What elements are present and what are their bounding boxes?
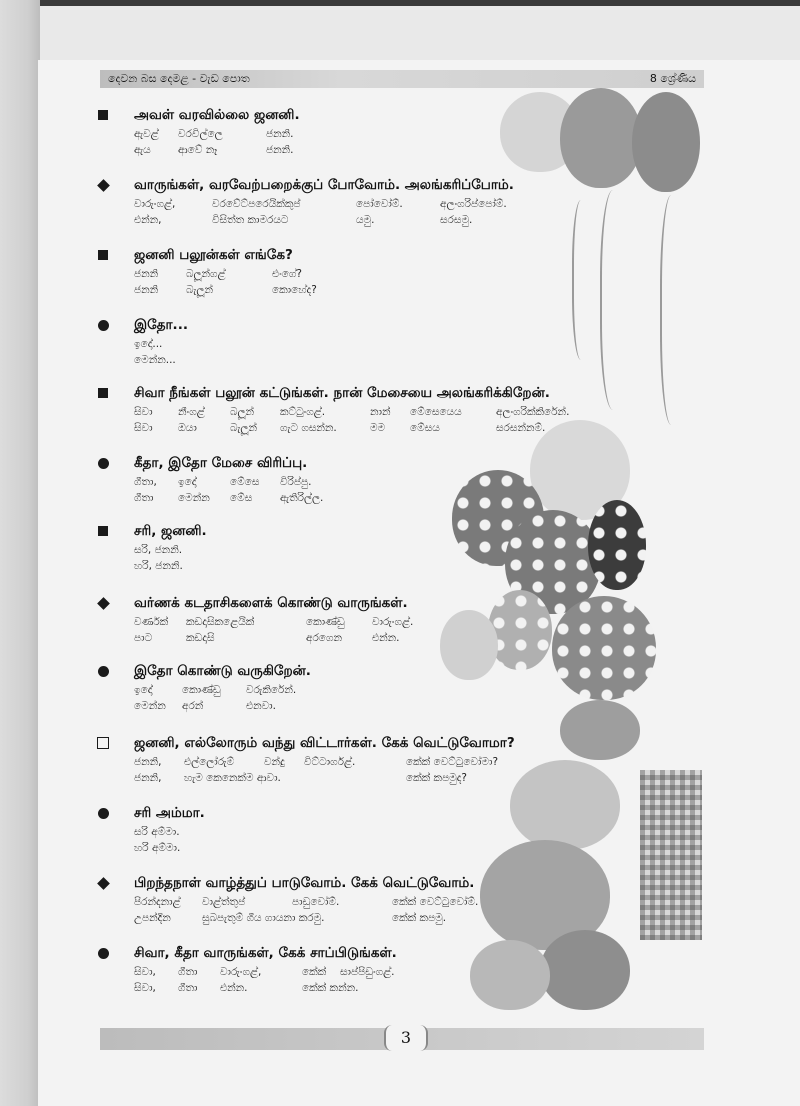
word: පෝවෝම්. (356, 198, 403, 210)
word: ඉදෝ... (134, 338, 163, 350)
transliteration-row (134, 267, 634, 282)
word: සරසන්නම්. (496, 422, 546, 434)
word: මේසෙ (230, 476, 260, 488)
page-header (100, 70, 704, 88)
word: ආවේ නෑ (178, 144, 218, 156)
word: ජනනි, (134, 772, 162, 784)
word: කඩදාසිකළෙයික් (186, 616, 255, 628)
tamil-sentence: ஜனனி, எல்லோரும் வந்து விட்டார்கள். கேக் வெட்டுவோமா? (134, 735, 515, 751)
circle-bullet-icon (96, 456, 110, 470)
sinhala-translation-row (134, 353, 634, 368)
sinhala-translation-row (134, 771, 634, 786)
word: ජනනි (134, 284, 159, 296)
word: ගීතා (178, 982, 198, 994)
transliteration-row (134, 615, 634, 630)
circle-bullet-icon (96, 664, 110, 678)
circle-bullet-icon (96, 318, 110, 332)
word: විරිප්පු. (280, 476, 312, 488)
word: සරි, ජනනි. (134, 544, 183, 556)
sinhala-translation-row (134, 491, 634, 506)
sinhala-translation-row (134, 143, 634, 158)
circle-bullet-icon (96, 806, 110, 820)
sinhala-translation-row (134, 631, 634, 646)
word: මේස (230, 492, 253, 504)
square-bullet-icon (96, 248, 110, 262)
word: මෙන්න... (134, 354, 176, 366)
word: අලංගරිප්පෝම්. (440, 198, 507, 210)
word: වරවිල්ලෙ (178, 128, 223, 140)
word: කේක් කපමුද? (406, 772, 467, 784)
tamil-sentence: இதோ... (134, 317, 188, 333)
transliteration-row (134, 825, 634, 840)
word: අරන් (182, 700, 204, 712)
transliteration-row (134, 543, 634, 558)
word: හැම කෙනෙක්ම ආවා. (184, 772, 281, 784)
word: ගීතා (178, 966, 198, 978)
word: කේක් වෙට්ටුවෝමා? (406, 756, 499, 768)
word: එන්න. (372, 632, 400, 644)
word: පාඩුවෝම්. (292, 896, 340, 908)
sinhala-translation-row (134, 911, 634, 926)
tamil-sentence: சரி அம்மா. (134, 805, 205, 821)
page-number: 3 (384, 1025, 428, 1051)
sinhala-translation-row (134, 841, 634, 856)
diamond-bullet-icon (96, 596, 110, 610)
transliteration-row (134, 965, 634, 980)
word: ජනනි. (266, 128, 294, 140)
word: මෙන්න (134, 700, 166, 712)
tamil-sentence: சரி, ஜனனி. (134, 523, 207, 539)
word: වාරුංගළ්. (372, 616, 414, 628)
word: කේක් වෙට්ටුවෝම්. (392, 896, 479, 908)
word: ඔයා (178, 422, 197, 434)
word: ජනනි. (266, 144, 294, 156)
word: වර්ණක් (134, 616, 169, 628)
grade-label: 8 ශ්‍රේණිය (649, 72, 696, 85)
word: මෙන්න (178, 492, 210, 504)
sinhala-translation-row (134, 421, 634, 436)
tamil-sentence: பிறந்தநாள் வாழ்த்துப் பாடுவோம். கேக் வெட்டுவோம். (134, 875, 475, 891)
word: සිවා (134, 406, 153, 418)
word: සාප්පිඩුංගළ්. (340, 966, 395, 978)
word: වාරුංගළ්, (220, 966, 262, 978)
square-bullet-icon (96, 386, 110, 400)
empty-square-bullet-icon (96, 736, 110, 750)
sinhala-translation-row (134, 559, 634, 574)
word: වරවේට්පරෙයික්කුප් (212, 198, 301, 210)
transliteration-row (134, 683, 634, 698)
word: සරසමු. (440, 214, 473, 226)
word: එන්න, (134, 214, 162, 226)
tamil-sentence: ஜனனி பலூன்கள் எங்கே? (134, 247, 293, 263)
tamil-sentence: கீதா, இதோ மேசை விரிப்பு. (134, 455, 308, 471)
word: ඉදෝ (178, 476, 197, 488)
sinhala-translation-row (134, 283, 634, 298)
book-title: දෙවන බස දෙමළ - වැඩ පොත (108, 72, 250, 85)
word: එන්න. (220, 982, 248, 994)
word: බැලූන් (230, 422, 257, 434)
transliteration-row (134, 127, 634, 142)
word: අරගෙන (306, 632, 342, 644)
word: කේක් කන්න. (302, 982, 359, 994)
tamil-sentence: சிவா, கீதா வாருங்கள், கேக் சாப்பிடுங்கள். (134, 945, 397, 961)
word: විසිත්ත කාමරයට (212, 214, 289, 226)
word: පාට (134, 632, 153, 644)
tamil-sentence: வாருங்கள், வரவேற்பறைக்குப் போவோம். அலங்கரிப்போம். (134, 177, 514, 193)
square-bullet-icon (96, 524, 110, 538)
word: විට්ටාර්ගළ්. (304, 756, 356, 768)
tamil-sentence: சிவா நீங்கள் பலூன் கட்டுங்கள். நான் மேசையை அலங்கரிக்கிறேன். (134, 385, 550, 401)
word: ඉදෝ (134, 684, 153, 696)
tamil-sentence: அவள் வரவில்லை ஜனனி. (134, 107, 300, 123)
word: කේක් කපමු. (392, 912, 447, 924)
word: කට්ටුංගළ්. (280, 406, 326, 418)
transliteration-row (134, 895, 634, 910)
sinhala-translation-row (134, 981, 634, 996)
word: ඇතිරිල්ල. (280, 492, 324, 504)
tamil-sentence: வர்ணக் கடதாசிகளைக் கொண்டு வாருங்கள். (134, 595, 408, 611)
word: බලූන් (230, 406, 255, 418)
word: කඩදාසි (186, 632, 215, 644)
word: එනවා. (246, 700, 276, 712)
circle-bullet-icon (96, 946, 110, 960)
word: සිවා (134, 422, 153, 434)
word: සිවා, (134, 982, 156, 994)
word: වන්දු (264, 756, 285, 768)
word: අලංගරික්කිරේන්. (496, 406, 570, 418)
word: ගැට ගසන්න. (280, 422, 337, 434)
diamond-bullet-icon (96, 178, 110, 192)
diamond-bullet-icon (96, 876, 110, 890)
word: වරුකිරේන්. (246, 684, 297, 696)
word: යමු. (356, 214, 375, 226)
sinhala-translation-row (134, 699, 634, 714)
word: වාළ්ත්තුප් (202, 896, 246, 908)
word: කොණ්ඩු (306, 616, 345, 628)
word: කොහේද? (272, 284, 317, 296)
sinhala-translation-row (134, 213, 634, 228)
transliteration-row (134, 197, 634, 212)
word: මම (370, 422, 386, 434)
word: බැලූන් (186, 284, 213, 296)
word: නීංගළ් (178, 406, 205, 418)
word: නාන් (370, 406, 391, 418)
word: ජනනි (134, 268, 159, 280)
word: කොණ්ඩු (182, 684, 221, 696)
transliteration-row (134, 337, 634, 352)
word: එංගේ? (272, 268, 303, 280)
word: බලූන්ගළ් (186, 268, 226, 280)
word: ජනනි, (134, 756, 162, 768)
word: පිරන්දනාළ් (134, 896, 181, 908)
transliteration-row (134, 475, 634, 490)
word: එල්ලෝරුම් (184, 756, 235, 768)
word: මේසය (410, 422, 440, 434)
word: ගීතා, (134, 476, 157, 488)
word: හරි අම්මා. (134, 842, 181, 854)
word: කේක් (302, 966, 327, 978)
word: වාරුංගළ්, (134, 198, 176, 210)
word: සිවා, (134, 966, 156, 978)
word: ඇය (134, 144, 151, 156)
tamil-sentence: இதோ கொண்டு வருகிறேன். (134, 663, 311, 679)
book-spine (0, 0, 40, 1106)
page-top-edge (0, 0, 800, 6)
word: උපන්දින (134, 912, 171, 924)
transliteration-row (134, 405, 634, 420)
word: සුබපැතුම් ගීය ගායනා කරමු. (202, 912, 325, 924)
word: ඇවළ් (134, 128, 159, 140)
word: සරි අම්මා. (134, 826, 180, 838)
square-bullet-icon (96, 108, 110, 122)
word: මේසෙයෙය (410, 406, 462, 418)
word: ගීතා (134, 492, 154, 504)
transliteration-row (134, 755, 634, 770)
word: හරි, ජනනි. (134, 560, 183, 572)
